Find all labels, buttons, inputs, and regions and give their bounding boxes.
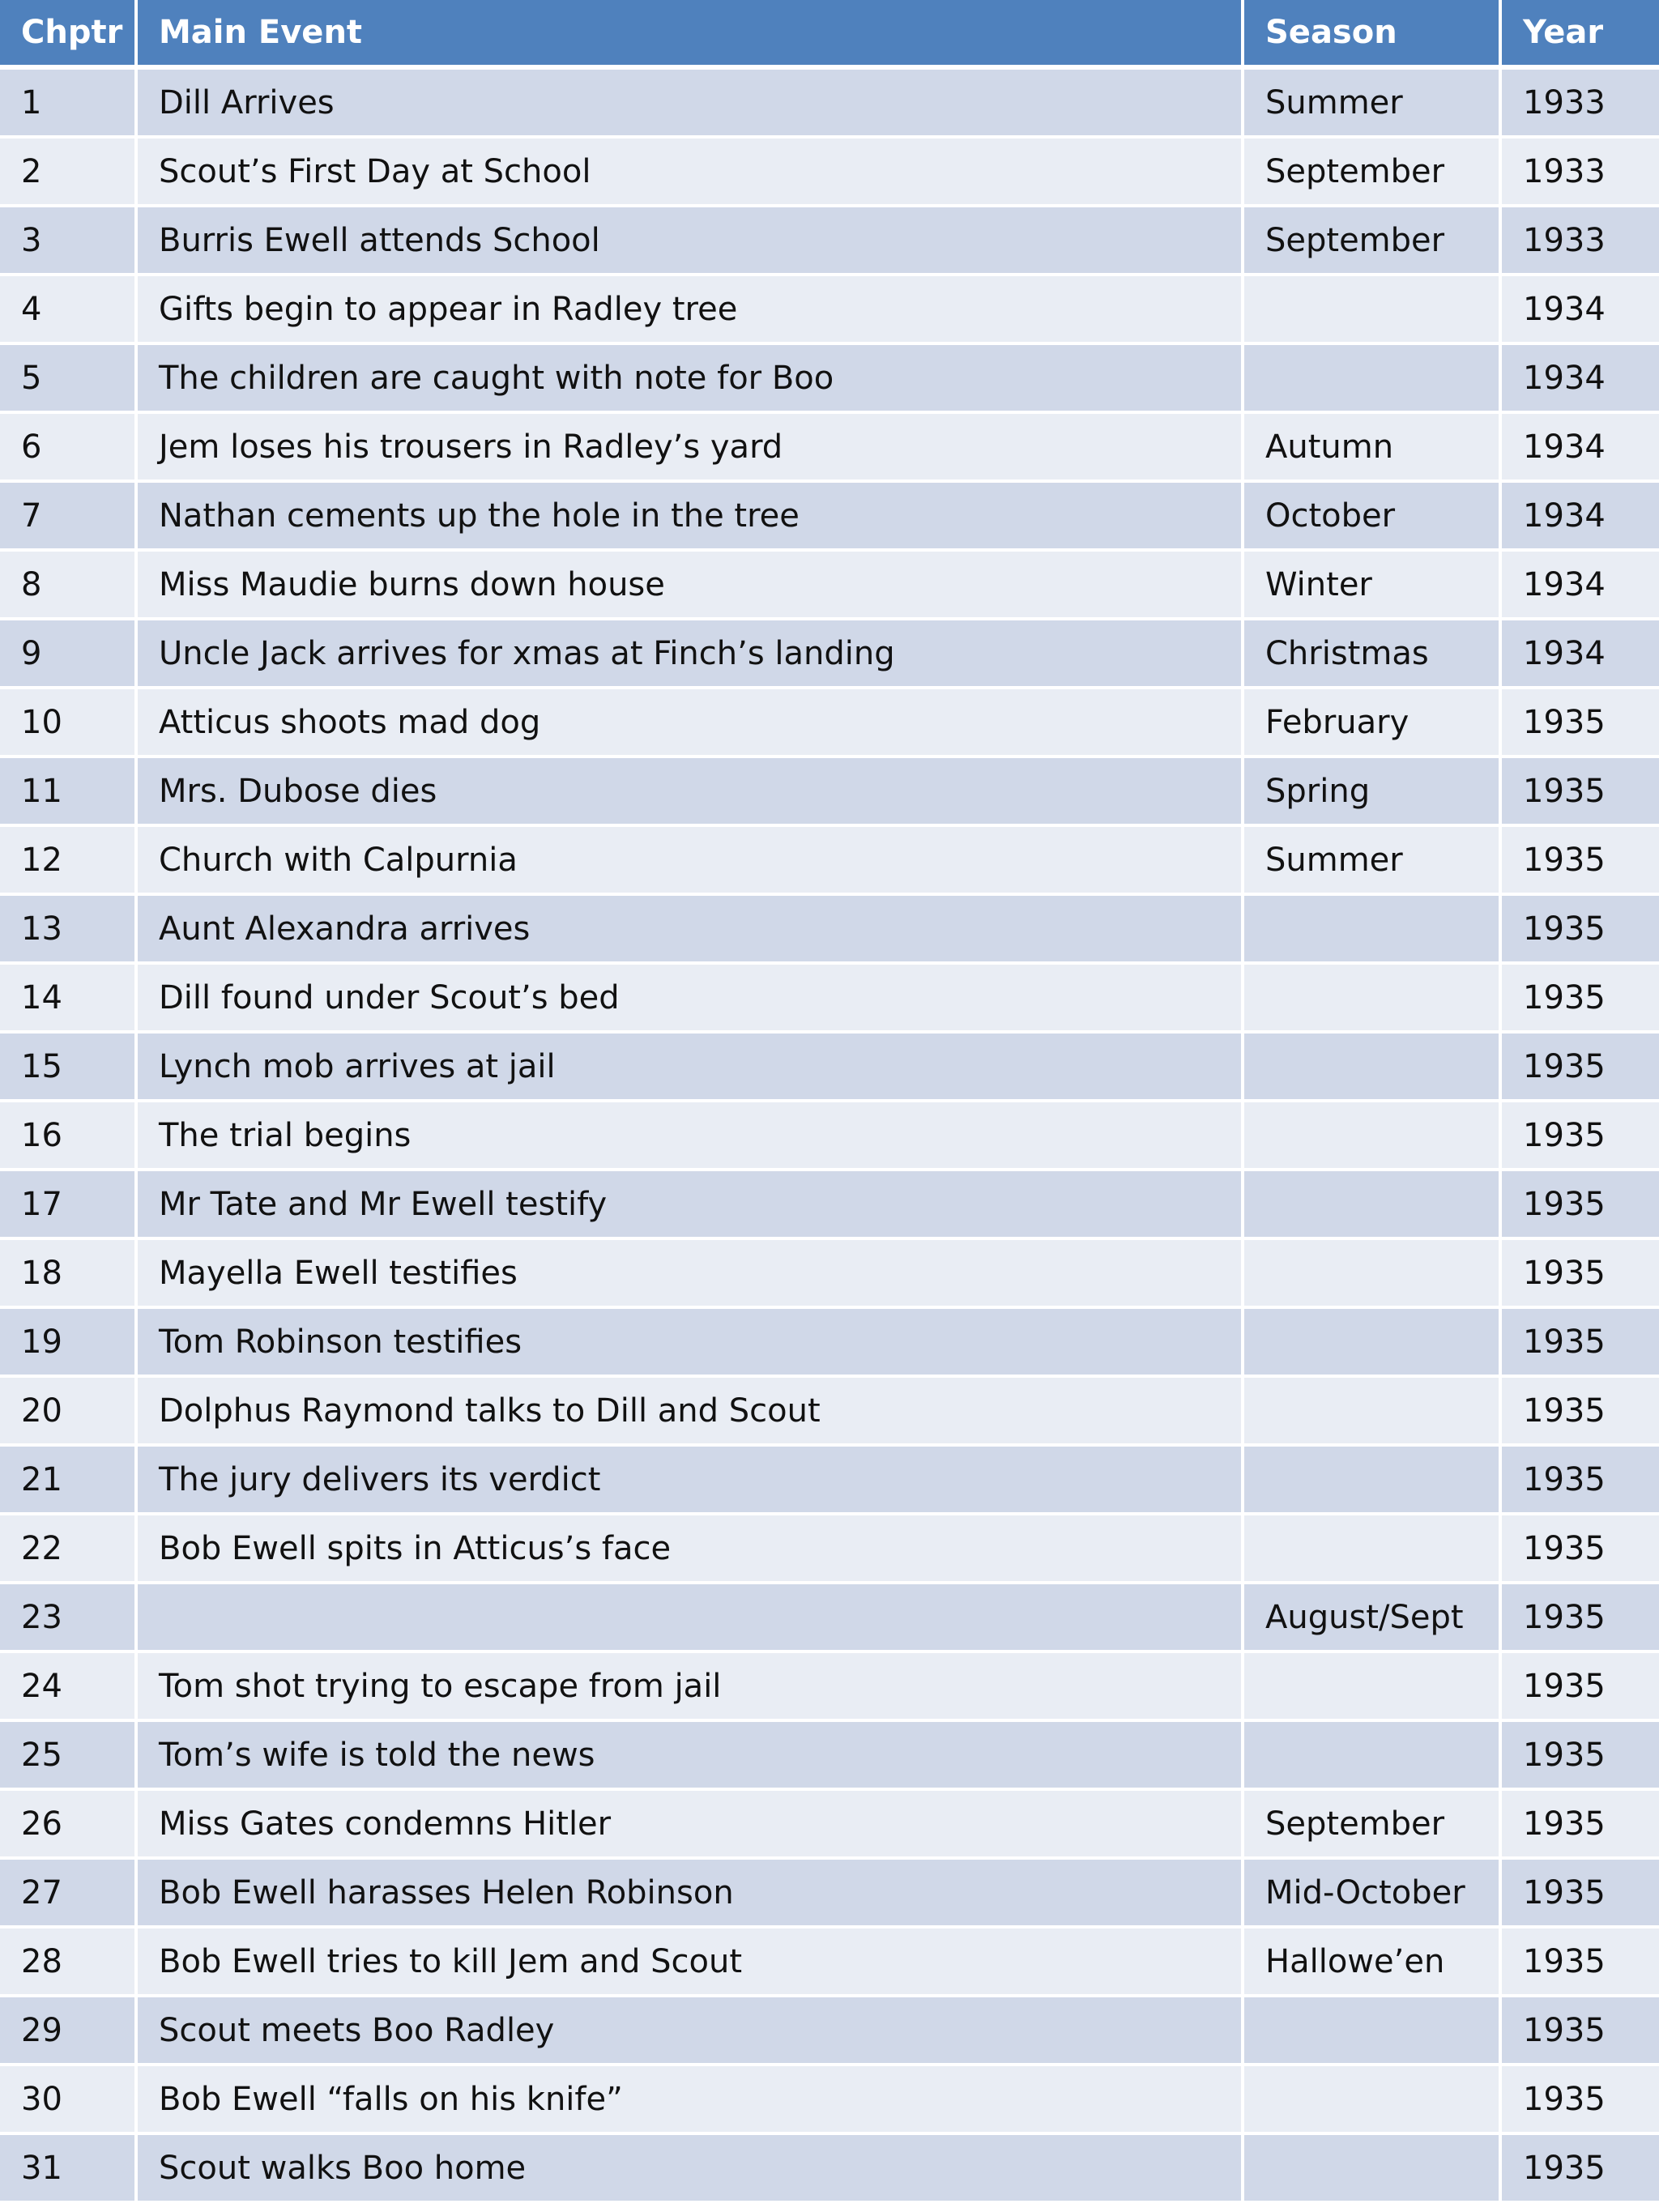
chapter-cell: 28 — [0, 1929, 138, 1997]
main-event-cell: Bob Ewell harasses Helen Robinson — [138, 1860, 1244, 1929]
main-event-cell: Bob Ewell spits in Atticus’s face — [138, 1515, 1244, 1584]
year-cell: 1935 — [1502, 827, 1659, 896]
season-cell: Summer — [1244, 70, 1502, 139]
main-event-cell: Mayella Ewell testifies — [138, 1240, 1244, 1309]
table-row — [0, 552, 1659, 620]
year-cell: 1935 — [1502, 1791, 1659, 1860]
season-cell — [1244, 896, 1502, 965]
season-cell — [1244, 1240, 1502, 1309]
year-cell: 1935 — [1502, 1515, 1659, 1584]
header-chapter: Chptr — [0, 0, 138, 70]
season-cell: Christmas — [1244, 620, 1502, 689]
season-cell: Mid-October — [1244, 1860, 1502, 1929]
main-event-cell: Tom’s wife is told the news — [138, 1722, 1244, 1791]
season-cell: September — [1244, 139, 1502, 207]
main-event-cell: Uncle Jack arrives for xmas at Finch’s landing — [138, 620, 1244, 689]
season-cell — [1244, 2135, 1502, 2204]
main-event-cell: Bob Ewell tries to kill Jem and Scout — [138, 1929, 1244, 1997]
season-cell — [1244, 1034, 1502, 1102]
main-event-cell: Miss Maudie burns down house — [138, 552, 1244, 620]
main-event-cell: Tom shot trying to escape from jail — [138, 1653, 1244, 1722]
chapter-cell: 9 — [0, 620, 138, 689]
main-event-cell: Scout walks Boo home — [138, 2135, 1244, 2204]
season-cell — [1244, 1447, 1502, 1515]
table-row — [0, 965, 1659, 1034]
chapter-cell: 6 — [0, 414, 138, 483]
chapter-cell: 21 — [0, 1447, 138, 1515]
year-cell: 1935 — [1502, 1309, 1659, 1378]
header-main-event: Main Event — [138, 0, 1244, 70]
main-event-cell: Dill found under Scout’s bed — [138, 965, 1244, 1034]
chapter-cell: 13 — [0, 896, 138, 965]
table-row — [0, 70, 1659, 139]
table-row — [0, 1034, 1659, 1102]
table-row — [0, 2066, 1659, 2135]
chapter-cell: 23 — [0, 1584, 138, 1653]
main-event-cell: Scout’s First Day at School — [138, 139, 1244, 207]
year-cell: 1935 — [1502, 2135, 1659, 2204]
header-season: Season — [1244, 0, 1502, 70]
year-cell: 1934 — [1502, 276, 1659, 345]
season-cell — [1244, 1722, 1502, 1791]
year-cell: 1935 — [1502, 1447, 1659, 1515]
table-row — [0, 1584, 1659, 1653]
season-cell: Autumn — [1244, 414, 1502, 483]
year-cell: 1935 — [1502, 1102, 1659, 1171]
year-cell: 1934 — [1502, 620, 1659, 689]
main-event-cell — [138, 1584, 1244, 1653]
chapter-cell: 3 — [0, 207, 138, 276]
table-row — [0, 1378, 1659, 1447]
year-cell: 1935 — [1502, 1653, 1659, 1722]
season-cell: Spring — [1244, 758, 1502, 827]
year-cell: 1935 — [1502, 1378, 1659, 1447]
season-cell — [1244, 1171, 1502, 1240]
season-cell — [1244, 1102, 1502, 1171]
season-cell: Hallowe’en — [1244, 1929, 1502, 1997]
chapter-cell: 27 — [0, 1860, 138, 1929]
year-cell: 1935 — [1502, 1997, 1659, 2066]
main-event-cell: The jury delivers its verdict — [138, 1447, 1244, 1515]
chapter-cell: 5 — [0, 345, 138, 414]
chapter-cell: 19 — [0, 1309, 138, 1378]
chapter-cell: 15 — [0, 1034, 138, 1102]
chapter-cell: 29 — [0, 1997, 138, 2066]
chapter-cell: 8 — [0, 552, 138, 620]
chapter-cell: 18 — [0, 1240, 138, 1309]
year-cell: 1935 — [1502, 1034, 1659, 1102]
table-row — [0, 1447, 1659, 1515]
main-event-cell: Nathan cements up the hole in the tree — [138, 483, 1244, 552]
year-cell: 1935 — [1502, 1722, 1659, 1791]
year-cell: 1935 — [1502, 2066, 1659, 2135]
main-event-cell: Aunt Alexandra arrives — [138, 896, 1244, 965]
chapter-cell: 22 — [0, 1515, 138, 1584]
table-row — [0, 345, 1659, 414]
table-row — [0, 827, 1659, 896]
main-event-cell: Atticus shoots mad dog — [138, 689, 1244, 758]
year-cell: 1933 — [1502, 70, 1659, 139]
chapter-cell: 11 — [0, 758, 138, 827]
year-cell: 1935 — [1502, 1860, 1659, 1929]
table-row — [0, 1102, 1659, 1171]
chapter-cell: 14 — [0, 965, 138, 1034]
main-event-cell: Burris Ewell attends School — [138, 207, 1244, 276]
table-body — [0, 70, 1659, 2204]
season-cell — [1244, 276, 1502, 345]
table-row — [0, 1722, 1659, 1791]
year-cell: 1933 — [1502, 139, 1659, 207]
season-cell: September — [1244, 1791, 1502, 1860]
season-cell — [1244, 1309, 1502, 1378]
table-row — [0, 1240, 1659, 1309]
chapter-cell: 20 — [0, 1378, 138, 1447]
chapter-cell: 16 — [0, 1102, 138, 1171]
table-row — [0, 896, 1659, 965]
year-cell: 1935 — [1502, 1171, 1659, 1240]
table-row — [0, 1929, 1659, 1997]
season-cell — [1244, 2066, 1502, 2135]
chapter-cell: 17 — [0, 1171, 138, 1240]
table-row — [0, 1309, 1659, 1378]
year-cell: 1935 — [1502, 896, 1659, 965]
table-row — [0, 1997, 1659, 2066]
main-event-cell: Gifts begin to appear in Radley tree — [138, 276, 1244, 345]
table-row — [0, 1653, 1659, 1722]
chapter-cell: 31 — [0, 2135, 138, 2204]
table-row — [0, 758, 1659, 827]
year-cell: 1934 — [1502, 483, 1659, 552]
chapter-cell: 24 — [0, 1653, 138, 1722]
main-event-cell: Jem loses his trousers in Radley’s yard — [138, 414, 1244, 483]
season-cell: August/Sept — [1244, 1584, 1502, 1653]
year-cell: 1934 — [1502, 414, 1659, 483]
table-header-row — [0, 0, 1659, 70]
season-cell: Winter — [1244, 552, 1502, 620]
main-event-cell: Scout meets Boo Radley — [138, 1997, 1244, 2066]
season-cell — [1244, 1378, 1502, 1447]
main-event-cell: Miss Gates condemns Hitler — [138, 1791, 1244, 1860]
main-event-cell: Mrs. Dubose dies — [138, 758, 1244, 827]
year-cell: 1935 — [1502, 758, 1659, 827]
main-event-cell: Dill Arrives — [138, 70, 1244, 139]
main-event-cell: The trial begins — [138, 1102, 1244, 1171]
main-event-cell: The children are caught with note for Boo — [138, 345, 1244, 414]
year-cell: 1934 — [1502, 345, 1659, 414]
season-cell: Summer — [1244, 827, 1502, 896]
chapter-cell: 10 — [0, 689, 138, 758]
chapter-cell: 2 — [0, 139, 138, 207]
main-event-cell: Church with Calpurnia — [138, 827, 1244, 896]
chapter-cell: 26 — [0, 1791, 138, 1860]
year-cell: 1935 — [1502, 1929, 1659, 1997]
table-row — [0, 1515, 1659, 1584]
table-row — [0, 1860, 1659, 1929]
main-event-cell: Lynch mob arrives at jail — [138, 1034, 1244, 1102]
season-cell: September — [1244, 207, 1502, 276]
year-cell: 1935 — [1502, 965, 1659, 1034]
table-row — [0, 276, 1659, 345]
table-row — [0, 207, 1659, 276]
main-event-cell: Dolphus Raymond talks to Dill and Scout — [138, 1378, 1244, 1447]
season-cell: February — [1244, 689, 1502, 758]
main-event-cell: Mr Tate and Mr Ewell testify — [138, 1171, 1244, 1240]
season-cell — [1244, 965, 1502, 1034]
year-cell: 1935 — [1502, 689, 1659, 758]
season-cell — [1244, 1997, 1502, 2066]
main-event-cell: Bob Ewell “falls on his knife” — [138, 2066, 1244, 2135]
table-row — [0, 483, 1659, 552]
chapter-cell: 30 — [0, 2066, 138, 2135]
chapter-cell: 12 — [0, 827, 138, 896]
year-cell: 1934 — [1502, 552, 1659, 620]
chapter-cell: 7 — [0, 483, 138, 552]
season-cell: October — [1244, 483, 1502, 552]
table-row — [0, 689, 1659, 758]
season-cell — [1244, 1653, 1502, 1722]
chapter-cell: 4 — [0, 276, 138, 345]
year-cell: 1933 — [1502, 207, 1659, 276]
table-row — [0, 2135, 1659, 2204]
table-row — [0, 620, 1659, 689]
header-year: Year — [1502, 0, 1659, 70]
chapter-cell: 1 — [0, 70, 138, 139]
table-row — [0, 414, 1659, 483]
season-cell — [1244, 345, 1502, 414]
season-cell — [1244, 1515, 1502, 1584]
year-cell: 1935 — [1502, 1240, 1659, 1309]
year-cell: 1935 — [1502, 1584, 1659, 1653]
main-event-cell: Tom Robinson testifies — [138, 1309, 1244, 1378]
table-row — [0, 1791, 1659, 1860]
table-row — [0, 1171, 1659, 1240]
chapter-cell: 25 — [0, 1722, 138, 1791]
table-row — [0, 139, 1659, 207]
